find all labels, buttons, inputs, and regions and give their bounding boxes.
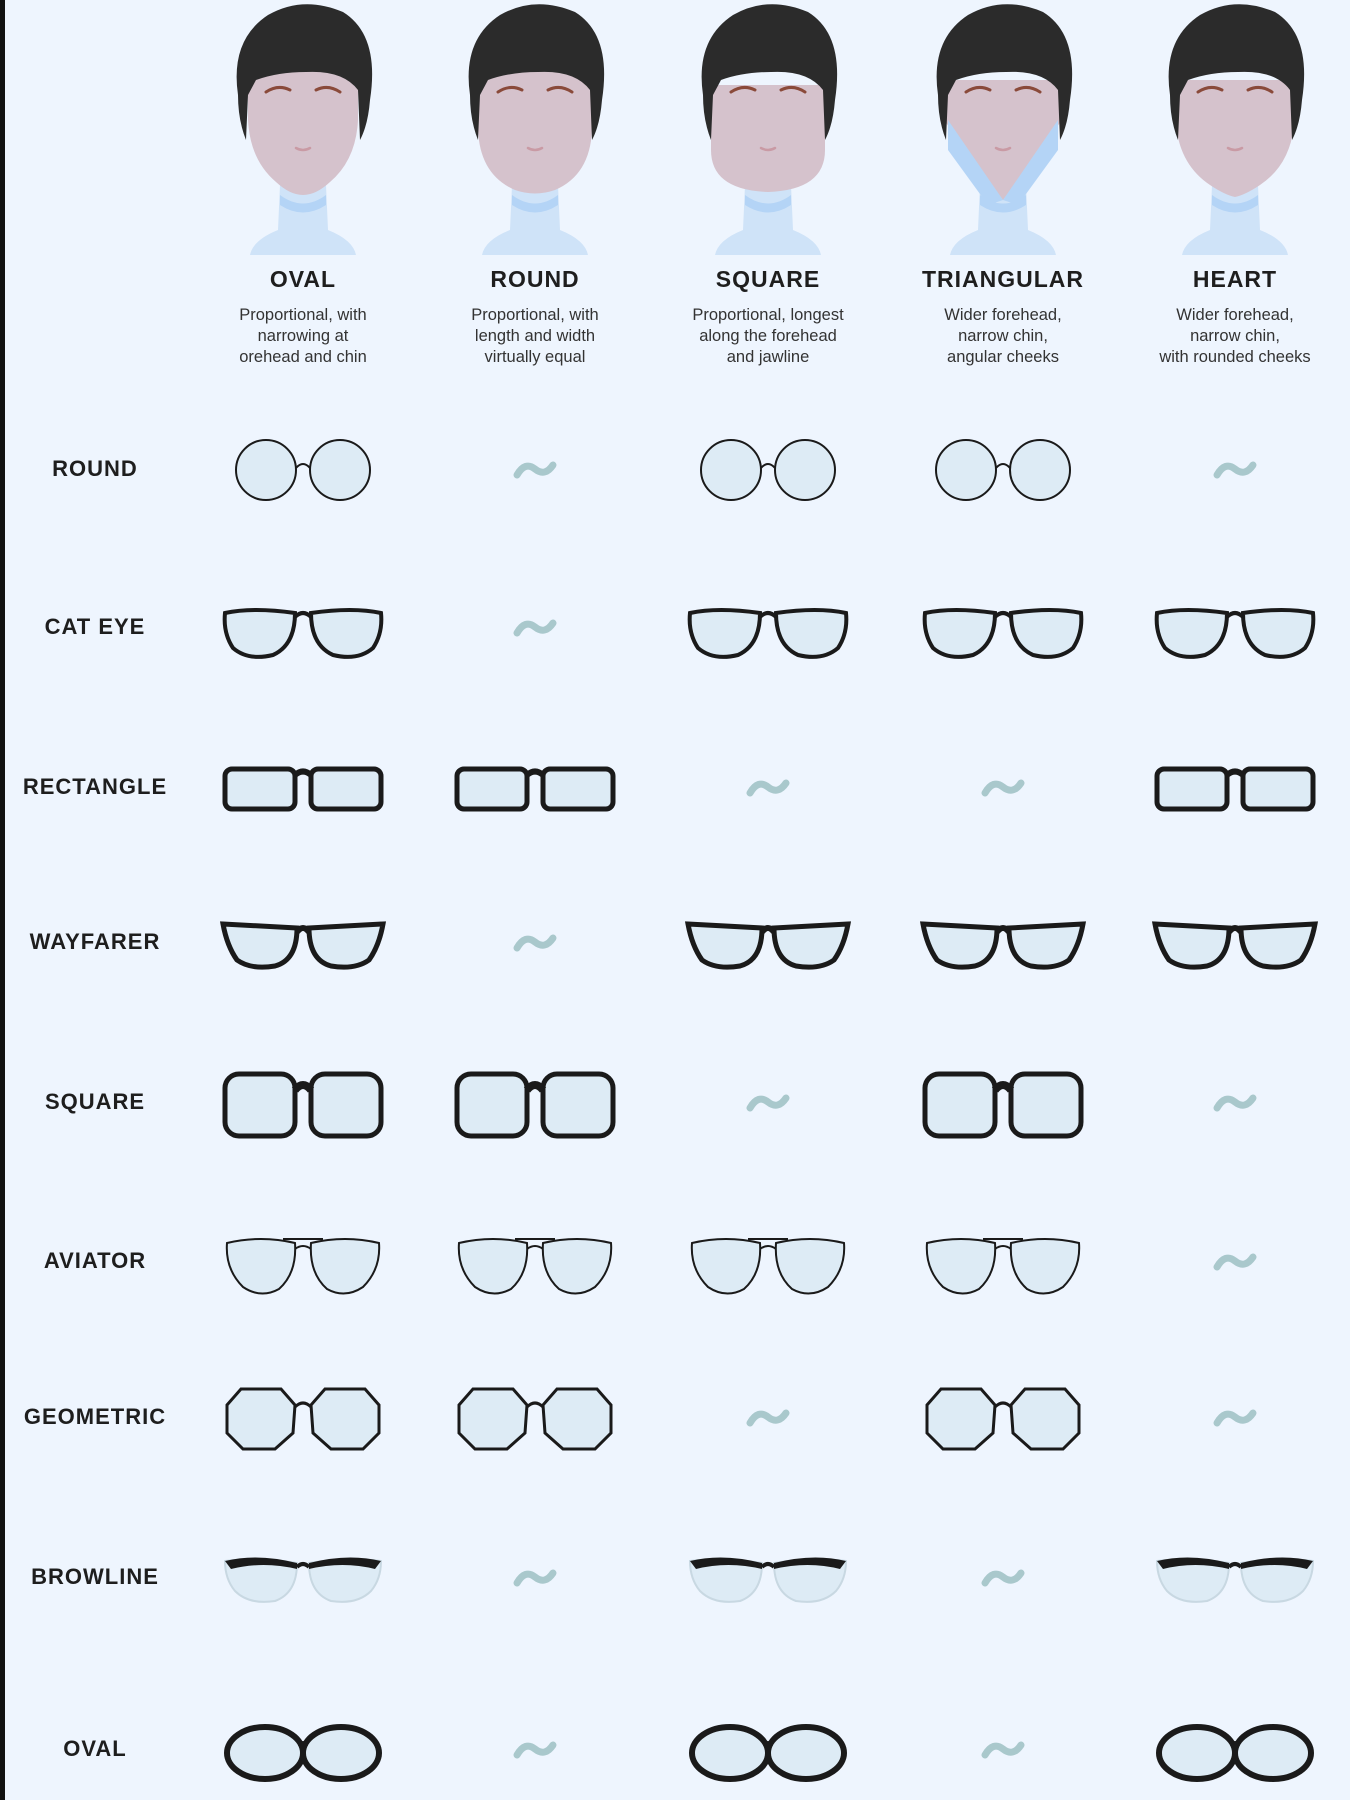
face-shape-description-triangular: Wider forehead, narrow chin, angular cheeks: [944, 306, 1062, 366]
cat-eye-glasses-icon: [913, 583, 1093, 673]
not-recommended-icon: [678, 1373, 858, 1463]
not-recommended-icon: [913, 1705, 1093, 1795]
not-recommended-icon: [678, 743, 858, 833]
cat-eye-glasses-icon: [213, 583, 393, 673]
frame-style-label-rectangle: RECTANGLE: [22, 774, 168, 799]
not-recommended-icon: [678, 1058, 858, 1148]
aviator-glasses-icon: [445, 1217, 625, 1307]
not-recommended-icon: [445, 425, 625, 515]
face-shape-description-round: Proportional, with length and width virtually equal: [471, 306, 599, 366]
not-recommended-icon: [445, 898, 625, 988]
not-recommended-icon: [445, 583, 625, 673]
rectangle-glasses-icon: [1145, 743, 1325, 833]
face-illustration-oval: [218, 0, 388, 255]
frame-style-label-cat-eye: CAT EYE: [44, 614, 146, 639]
aviator-glasses-icon: [913, 1217, 1093, 1307]
aviator-glasses-icon: [213, 1217, 393, 1307]
face-shape-title-triangular: TRIANGULAR: [921, 266, 1085, 292]
frame-style-label-aviator: AVIATOR: [43, 1248, 147, 1273]
round-glasses-icon: [913, 425, 1093, 515]
frame-style-label-square: SQUARE: [44, 1089, 146, 1114]
frame-style-label-browline: BROWLINE: [31, 1564, 159, 1589]
face-illustration-triangular: [918, 0, 1088, 255]
face-illustration-round: [450, 0, 620, 255]
not-recommended-icon: [445, 1705, 625, 1795]
not-recommended-icon: [913, 743, 1093, 833]
cat-eye-glasses-icon: [1145, 583, 1325, 673]
browline-glasses-icon: [678, 1533, 858, 1623]
wayfarer-glasses-icon: [213, 898, 393, 988]
not-recommended-icon: [1145, 425, 1325, 515]
browline-glasses-icon: [213, 1533, 393, 1623]
face-illustration-square: [683, 0, 853, 255]
geometric-glasses-icon: [445, 1373, 625, 1463]
frame-style-label-wayfarer: WAYFARER: [29, 929, 161, 954]
square-glasses-icon: [445, 1058, 625, 1148]
face-shape-description-oval: Proportional, with narrowing at orehead and chin: [239, 306, 367, 366]
not-recommended-icon: [1145, 1217, 1325, 1307]
face-shape-title-round: ROUND: [490, 266, 580, 292]
square-glasses-icon: [213, 1058, 393, 1148]
wayfarer-glasses-icon: [678, 898, 858, 988]
aviator-glasses-icon: [678, 1217, 858, 1307]
oval-glasses-icon: [213, 1705, 393, 1795]
browline-glasses-icon: [1145, 1533, 1325, 1623]
round-glasses-icon: [678, 425, 858, 515]
not-recommended-icon: [1145, 1373, 1325, 1463]
round-glasses-icon: [213, 425, 393, 515]
geometric-glasses-icon: [213, 1373, 393, 1463]
face-illustration-heart: [1150, 0, 1320, 255]
face-shape-title-heart: HEART: [1192, 266, 1278, 292]
square-glasses-icon: [913, 1058, 1093, 1148]
face-shape-title-oval: OVAL: [269, 266, 337, 292]
not-recommended-icon: [913, 1533, 1093, 1623]
rectangle-glasses-icon: [445, 743, 625, 833]
face-shape-description-square: Proportional, longest along the forehead and jawline: [692, 306, 844, 366]
frame-style-label-oval: OVAL: [63, 1736, 127, 1761]
face-shape-description-heart: Wider forehead, narrow chin, with rounded cheeks: [1159, 306, 1311, 366]
face-shape-title-square: SQUARE: [715, 266, 821, 292]
wayfarer-glasses-icon: [913, 898, 1093, 988]
cat-eye-glasses-icon: [678, 583, 858, 673]
oval-glasses-icon: [678, 1705, 858, 1795]
geometric-glasses-icon: [913, 1373, 1093, 1463]
frame-style-label-geometric: GEOMETRIC: [23, 1404, 167, 1429]
frame-style-label-round: ROUND: [52, 456, 138, 481]
not-recommended-icon: [1145, 1058, 1325, 1148]
oval-glasses-icon: [1145, 1705, 1325, 1795]
not-recommended-icon: [445, 1533, 625, 1623]
wayfarer-glasses-icon: [1145, 898, 1325, 988]
rectangle-glasses-icon: [213, 743, 393, 833]
